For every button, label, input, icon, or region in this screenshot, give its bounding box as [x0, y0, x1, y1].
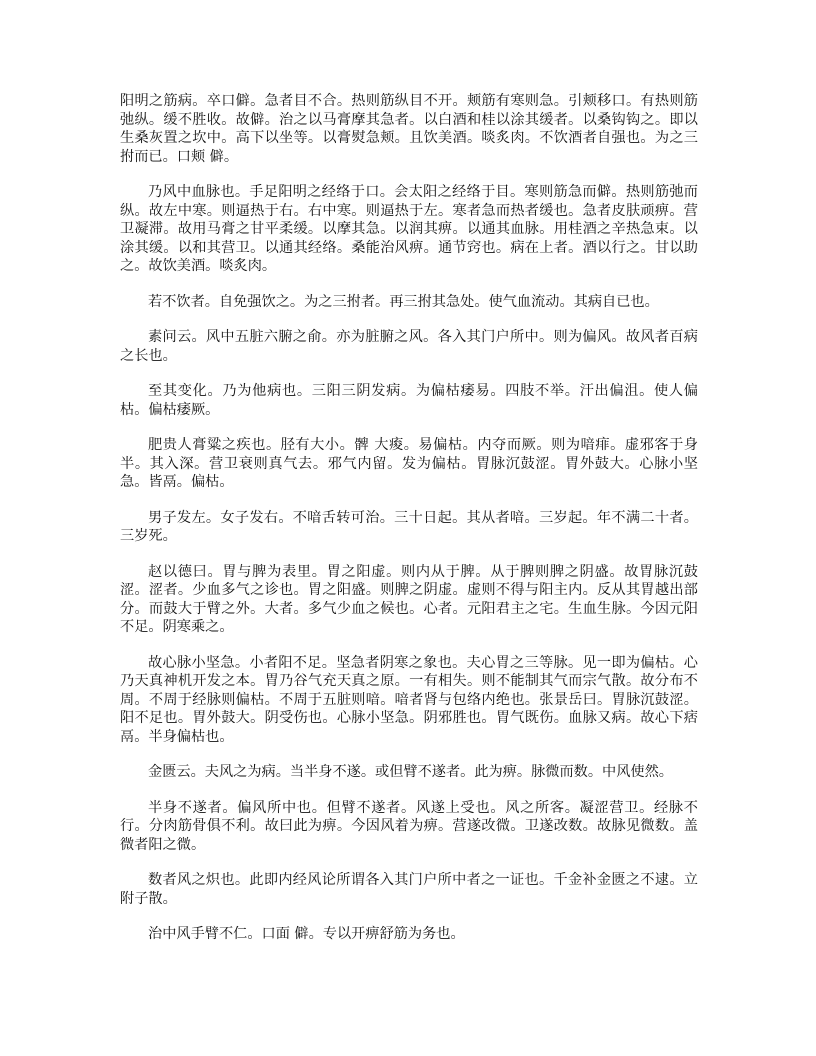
paragraph-1: 阳明之筋病。卒口僻。急者目不合。热则筋纵目不开。颊筋有寒则急。引颊移口。有热则筋弛纵。缓不胜收。故僻。治之以马膏摩其急者。以白酒和桂以涂其缓者。以桑钩钩之。即以生桑灰置之坎中。高下以坐等。以膏熨急颊。且饮美酒。啖炙肉。不饮酒者自强也。为之三拊而已。口颊 僻。 [120, 93, 698, 165]
paragraph-8: 赵以德曰。胃与脾为表里。胃之阳虚。则内从于脾。从于脾则脾之阴盛。故胃脉沉鼓涩。涩者。少血多气之诊也。胃之阳盛。则脾之阴虚。虚则不得与阳主内。反从其胃越出部分。而鼓大于臂之外。大者。多气少血之候也。心者。元阳君主之宅。生血生脉。今因元阳不足。阴寒乘之。 [120, 563, 698, 635]
paragraph-3: 若不饮者。自免强饮之。为之三拊者。再三拊其急处。使气血流动。其病自已也。 [148, 293, 659, 310]
paragraph-2: 乃风中血脉也。手足阳明之经络于口。会太阳之经络于目。寒则筋急而僻。热则筋弛而纵。故左中寒。则逼热于右。右中寒。则逼热于左。寒者急而热者缓也。急者皮肤顽痹。营卫凝滞。故用马膏之甘平柔缓。以摩其急。以润其痹。以通其血脉。用桂酒之辛热急束。以涂其缓。以和其营卫。以通其经络。桑能治风痹。通节窍也。病在上者。酒以行之。甘以助之。故饮美酒。啖炙肉。 [120, 184, 698, 274]
document-page [120, 92, 698, 961]
paragraph-7: 男子发左。女子发右。不喑舌转可治。三十日起。其从者喑。三岁起。年不满二十者。三岁死。 [120, 509, 698, 544]
paragraph-6: 肥贵人膏粱之疾也。胫有大小。髀 大痠。易偏枯。内夺而厥。则为喑痱。虚邪客于身半。其入深。营卫衰则真气去。邪气内留。发为偏枯。胃脉沉鼓涩。胃外鼓大。心脉小坚急。皆鬲。偏枯。 [120, 437, 698, 490]
paragraph-13: 治中风手臂不仁。口面 僻。专以开痹舒筋为务也。 [148, 926, 465, 942]
paragraph-12: 数者风之炽也。此即内经风论所谓各入其门户所中者之一证也。千金补金匮之不逮。立附子散。 [120, 872, 698, 907]
paragraph-4: 素问云。风中五脏六腑之俞。亦为脏腑之风。各入其门户所中。则为偏风。故风者百病之长也。 [120, 329, 698, 364]
paragraph-5: 至其变化。乃为他病也。三阳三阴发病。为偏枯痿易。四肢不举。汗出偏沮。使人偏枯。偏枯痿厥。 [120, 383, 698, 418]
paragraph-10: 金匮云。夫风之为病。当半身不遂。或但臂不遂者。此为痹。脉微而数。中风使然。 [148, 764, 673, 780]
paragraph-9: 故心脉小坚急。小者阳不足。坚急者阴寒之象也。夫心胃之三等脉。见一即为偏枯。心乃天真神机开发之本。胃乃谷气充天真之原。一有相失。则不能制其气而宗气散。故分布不周。不周于经脉则偏枯。不周于五脏则喑。喑者肾与包络内绝也。张景岳曰。胃脉沉鼓涩。阳不足也。胃外鼓大。阴受伤也。心脉小坚急。阴邪胜也。胃气既伤。血脉又病。故心下痞鬲。半身偏枯也。 [120, 654, 698, 745]
paragraph-11: 半身不遂者。偏风所中也。但臂不遂者。风遂上受也。风之所客。凝涩营卫。经脉不行。分肉筋骨俱不利。故曰此为痹。今因风着为痹。营遂改微。卫遂改数。故脉见微数。盖微者阳之微。 [120, 799, 698, 853]
